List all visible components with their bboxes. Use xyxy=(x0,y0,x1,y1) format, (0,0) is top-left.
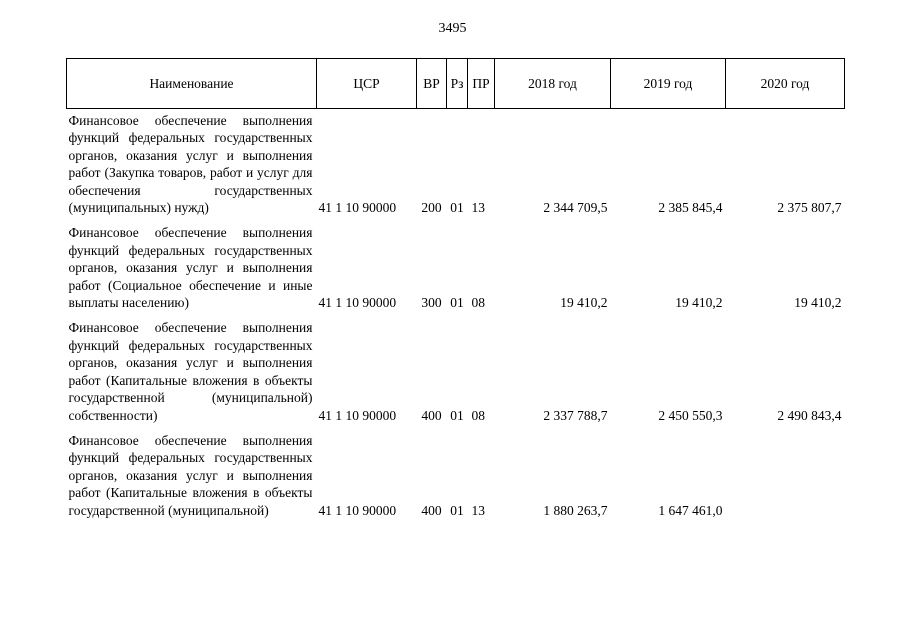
cell-2019: 2 385 845,4 xyxy=(658,200,723,216)
cell-name: Финансовое обеспечение выполнения функций федеральных государственных органов, оказания услуг и выполнения работ (Капитальные вложения в объекты государственной (муниципальной) собственности) xyxy=(68,320,313,423)
budget-table xyxy=(66,58,845,524)
page-number: 3495 xyxy=(438,21,467,36)
cell-rz: 01 xyxy=(450,200,464,216)
cell-pr: 08 xyxy=(471,295,485,311)
cell-name: Финансовое обеспечение выполнения функций федеральных государственных органов, оказания услуг и выполнения работ (Социальное обеспечение и иные выплаты населению) xyxy=(68,225,313,311)
cell-csr: 41 1 10 90000 xyxy=(318,502,397,518)
table-row xyxy=(67,429,845,524)
cell-vr: 400 xyxy=(421,407,442,423)
column-header-csr: ЦСР xyxy=(317,59,417,109)
column-header-rz: Рз xyxy=(447,59,468,109)
cell-2020: 2 490 843,4 xyxy=(777,407,842,423)
cell-2019: 2 450 550,3 xyxy=(658,407,723,423)
table-row xyxy=(67,316,845,428)
cell-rz: 01 xyxy=(450,295,464,311)
column-header-name: Наименование xyxy=(67,59,317,109)
cell-pr: 08 xyxy=(471,407,485,423)
table-row xyxy=(67,221,845,316)
cell-csr: 41 1 10 90000 xyxy=(318,295,397,311)
cell-2018: 1 880 263,7 xyxy=(543,502,608,518)
cell-rz: 01 xyxy=(450,407,464,423)
cell-vr: 200 xyxy=(421,200,442,216)
cell-2018: 2 337 788,7 xyxy=(543,407,608,423)
cell-csr: 41 1 10 90000 xyxy=(318,407,397,423)
cell-2018: 19 410,2 xyxy=(560,295,608,311)
cell-name: Финансовое обеспечение выполнения функций федеральных государственных органов, оказания услуг и выполнения работ (Капитальные вложения в объекты государственной (муниципальной) xyxy=(68,432,313,518)
table-header-row xyxy=(67,59,845,109)
column-header-pr: ПР xyxy=(468,59,495,109)
cell-pr: 13 xyxy=(471,200,485,216)
cell-csr: 41 1 10 90000 xyxy=(318,200,397,216)
cell-vr: 400 xyxy=(421,502,442,518)
cell-name: Финансовое обеспечение выполнения функций федеральных государственных органов, оказания услуг и выполнения работ (Закупка товаров, работ и услуг для обеспечения государственных (муниципальных) нужд) xyxy=(68,113,313,216)
cell-pr: 13 xyxy=(471,502,485,518)
column-header-2019: 2019 год xyxy=(611,59,726,109)
cell-2018: 2 344 709,5 xyxy=(543,200,608,216)
cell-vr: 300 xyxy=(421,295,442,311)
cell-2019: 1 647 461,0 xyxy=(658,502,723,518)
cell-2020: 19 410,2 xyxy=(794,295,842,311)
column-header-vr: ВР xyxy=(417,59,447,109)
column-header-2020: 2020 год xyxy=(726,59,845,109)
column-header-2018: 2018 год xyxy=(495,59,611,109)
table-row xyxy=(67,109,845,222)
cell-2020: 2 375 807,7 xyxy=(777,200,842,216)
cell-rz: 01 xyxy=(450,502,464,518)
cell-2019: 19 410,2 xyxy=(675,295,723,311)
cell-2020 xyxy=(726,429,845,524)
